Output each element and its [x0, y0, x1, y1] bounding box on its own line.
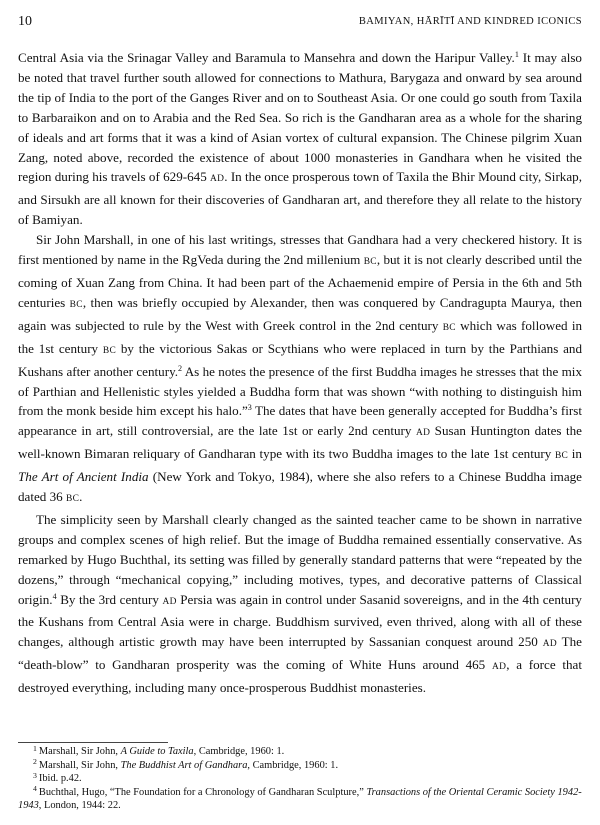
text-run: , a force that destroyed everything, including many once-prosperous Buddhist monasteries.: [18, 657, 582, 696]
era-abbrev: BC: [442, 322, 456, 333]
footnote-ref-3[interactable]: 3: [247, 403, 252, 413]
text-run: Central Asia via the Srinagar Valley and Baramula to Mansehra and down the Haripur Valley.: [18, 50, 515, 65]
page-number: 10: [18, 14, 32, 29]
era-abbrev: BC: [554, 451, 569, 462]
footnote-title: A Guide to Taxila: [120, 746, 194, 757]
paragraph-1: [18, 48, 582, 230]
text-run: in: [568, 446, 582, 462]
era-abbrev: AD: [491, 662, 507, 673]
footnote-title: The Buddhist Art of Gandhara: [120, 759, 248, 771]
footnote-1: [18, 745, 582, 759]
text-run: Sir John Marshall, in one of his last writings, stresses that Gandhara had a very checkered history. It is first mentioned by name in the RgVeda during the 2nd millenium: [18, 232, 582, 268]
era-abbrev: AD: [415, 428, 431, 439]
footnote-ref-2[interactable]: 2: [178, 363, 183, 373]
paragraph-2: [18, 230, 582, 510]
footnote-text: Buchthal, Hugo, “The Foundation for a Chronology of Gandharan Sculpture,”: [38, 786, 367, 798]
text-run: It may also be noted that travel further south allowed for connections to Mathura, Barygaza and onward by sea around the tip of India to the port of the Ganges River and on to Southeast Asia. Or one could go south from Taxila to Barbaraikon and on to Arabia and the Red Sea. So rich is the Gandharan area as a whole for the sharing of ideals and art forms that it was a kind of Asian vortex of cultural expansion. The Chinese pilgrim Xuan Zang, noted above, recorded the existence of about 1000 monasteries in Gandhara when he visited the region during his travels of 629-645: [18, 50, 582, 185]
text-run: As he notes the presence of the first Buddha images he stresses that the mix of Parthian and Hellenistic styles yielded a Buddha form that was shown “with nothing to distinguish him from the monk beside him except his halo.”: [18, 363, 582, 419]
footnote-text: Ibid. p.42.: [38, 773, 82, 785]
era-abbrev: BC: [363, 257, 377, 268]
footnote-ref-1[interactable]: 1: [514, 50, 519, 60]
text-run: Persia was again in control under Sasanid sovereigns, and in the 4th century the Kushans from Central Asia were in charge. Buddhism survived, even thrived, along with all of these changes, although artistic growth may have been interrupted by Sassanian conquest around 250: [18, 591, 582, 650]
text-run: The simplicity seen by Marshall clearly changed as the sainted teacher came to be shown in narrative groups and complex scenes of high relief. But the image of Buddha remained essentially conservative. As remarked by Hugo Buchthal, its setting was filled by generally standard patterns that were “repeated by the dozens,” through “mechanical copying,” including motives, types, and decorative patterns of Classical origin.: [18, 511, 582, 607]
book-title: The Art of Ancient India: [18, 469, 149, 485]
footnote-ref-4[interactable]: 4: [52, 591, 57, 601]
footnote-text: , Cambridge, 1960: 1.: [193, 746, 285, 757]
era-abbrev: BC: [66, 494, 80, 505]
footnote-text: , London, 1944: 22.: [38, 800, 121, 812]
footnote-number: 2: [33, 757, 37, 767]
footnote-2: [18, 759, 582, 773]
footnote-text: Marshall, Sir John,: [38, 746, 121, 757]
page-header: [18, 14, 582, 32]
text-run: The dates that have been generally accepted for Buddha’s first appearance in art, still controversial, are the late 1st or early 2nd century: [18, 403, 582, 439]
footnote-title: Transactions of the Oriental Ceramic Society 1942-1943: [18, 786, 582, 812]
running-head: BAMIYAN, HĀRĪTĪ AND KINDRED ICONICS: [358, 16, 582, 27]
era-abbrev: AD: [210, 174, 225, 185]
paragraph-3: [18, 510, 582, 698]
footnote-number: 3: [33, 770, 37, 780]
text-run: by the victorious Sakas or Scythians who were replaced in turn by the Parthians and Kushans after another century.: [18, 340, 583, 379]
era-abbrev: AD: [162, 596, 177, 607]
era-abbrev: BC: [102, 345, 117, 356]
footnote-text: , Cambridge, 1960: 1.: [247, 759, 339, 771]
text-run: .: [79, 489, 83, 505]
main-text: [18, 48, 582, 698]
text-run: , but it is not clearly described until the coming of Xuan Zang from China. It had been part of the Achaemenid empire of Persia in the 6th and 5th centuries: [18, 252, 582, 310]
era-abbrev: AD: [542, 639, 557, 650]
text-run: Susan Huntington dates the well-known Bimaran reliquary of Gandharan type with its two Buddha images to the late 1st century: [18, 423, 582, 462]
footnotes: [18, 745, 582, 813]
footnote-divider: [18, 742, 168, 743]
text-run: . In the once prosperous town of Taxila the Bhir Mound city, Sirkap, and Sirsukh are all known for their discoveries of Gandharan art, and therefore they all relate to the history of Bamiyan.: [18, 169, 582, 228]
text-run: (New York and Tokyo, 1984), where she also refers to a Chinese Buddha image dated 36: [18, 469, 582, 505]
footnote-number: 1: [33, 743, 37, 753]
text-run: The “death-blow” to Gandharan prosperity was the coming of White Huns around 465: [18, 634, 582, 673]
footnote-4: [18, 786, 582, 813]
text-run: , then was briefly occupied by Alexander, then was conquered by Candragupta Maurya, then again was subjected to rule by the West with Greek control in the 2nd century: [18, 294, 582, 333]
text-run: which was followed in the 1st century: [18, 317, 583, 356]
footnote-text: Marshall, Sir John,: [38, 759, 121, 771]
text-run: By the 3rd century: [56, 591, 163, 607]
footnote-3: [18, 772, 582, 786]
era-abbrev: BC: [69, 299, 83, 310]
footnote-number: 4: [33, 784, 37, 794]
